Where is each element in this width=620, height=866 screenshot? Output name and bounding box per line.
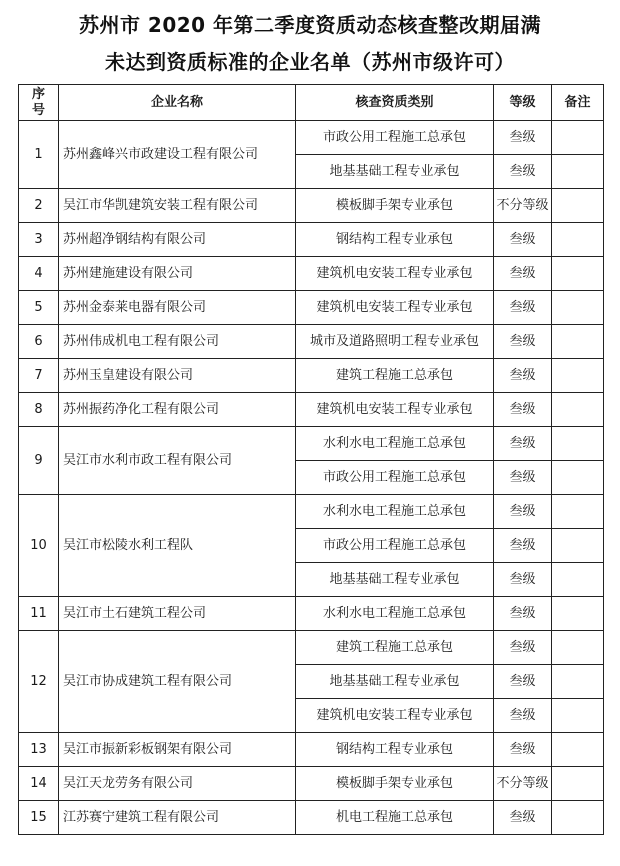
company-name: 江苏赛宁建筑工程有限公司: [59, 801, 296, 835]
qualification-level: 叁级: [494, 257, 552, 291]
header-category: 核查资质类别: [296, 85, 494, 121]
qualification-category: 建筑机电安装工程专业承包: [296, 291, 494, 325]
qualification-level: 叁级: [494, 291, 552, 325]
remark-cell: [552, 801, 604, 835]
qualification-category: 钢结构工程专业承包: [296, 733, 494, 767]
remark-cell: [552, 699, 604, 733]
qualification-category: 建筑工程施工总承包: [296, 359, 494, 393]
remark-cell: [552, 189, 604, 223]
remark-cell: [552, 767, 604, 801]
remark-cell: [552, 291, 604, 325]
row-number: 2: [19, 189, 59, 223]
title-line-2: 未达到资质标准的企业名单（苏州市级许可）: [105, 50, 515, 74]
remark-cell: [552, 223, 604, 257]
remark-cell: [552, 495, 604, 529]
table-row: [19, 393, 604, 427]
qualification-category: 城市及道路照明工程专业承包: [296, 325, 494, 359]
company-name: 吴江市土石建筑工程公司: [59, 597, 296, 631]
remark-cell: [552, 257, 604, 291]
remark-cell: [552, 393, 604, 427]
qualification-level: 叁级: [494, 631, 552, 665]
company-name: 苏州伟成机电工程有限公司: [59, 325, 296, 359]
company-name: 苏州金泰莱电器有限公司: [59, 291, 296, 325]
qualification-category: 地基基础工程专业承包: [296, 665, 494, 699]
remark-cell: [552, 597, 604, 631]
table-row: [19, 427, 604, 461]
row-number: 4: [19, 257, 59, 291]
qualification-category: 建筑机电安装工程专业承包: [296, 257, 494, 291]
qualification-category: 模板脚手架专业承包: [296, 189, 494, 223]
qualification-category: 建筑机电安装工程专业承包: [296, 393, 494, 427]
remark-cell: [552, 733, 604, 767]
row-number: 13: [19, 733, 59, 767]
remark-cell: [552, 359, 604, 393]
header-level: 等级: [494, 85, 552, 121]
table-row: [19, 631, 604, 665]
qualification-level: 叁级: [494, 801, 552, 835]
company-name: 吴江天龙劳务有限公司: [59, 767, 296, 801]
qualification-category: 建筑机电安装工程专业承包: [296, 699, 494, 733]
remark-cell: [552, 427, 604, 461]
qualification-level: 叁级: [494, 427, 552, 461]
qualification-level: 叁级: [494, 359, 552, 393]
table-body: [19, 121, 604, 835]
company-name: 吴江市松陵水利工程队: [59, 495, 296, 597]
row-number: 15: [19, 801, 59, 835]
table-row: [19, 223, 604, 257]
row-number: 14: [19, 767, 59, 801]
qualification-category: 水利水电工程施工总承包: [296, 427, 494, 461]
qualification-level: 叁级: [494, 495, 552, 529]
qualification-level: 叁级: [494, 665, 552, 699]
qualification-category: 水利水电工程施工总承包: [296, 495, 494, 529]
remark-cell: [552, 325, 604, 359]
qualification-level: 叁级: [494, 563, 552, 597]
qualification-category: 建筑工程施工总承包: [296, 631, 494, 665]
remark-cell: [552, 461, 604, 495]
qualification-category: 钢结构工程专业承包: [296, 223, 494, 257]
row-number: 8: [19, 393, 59, 427]
row-number: 11: [19, 597, 59, 631]
qualification-category: 水利水电工程施工总承包: [296, 597, 494, 631]
remark-cell: [552, 155, 604, 189]
qualification-level: 叁级: [494, 155, 552, 189]
qualification-category: 市政公用工程施工总承包: [296, 529, 494, 563]
qualification-level: 叁级: [494, 325, 552, 359]
row-number: 3: [19, 223, 59, 257]
company-name: 苏州玉皇建设有限公司: [59, 359, 296, 393]
qualification-level: 不分等级: [494, 767, 552, 801]
company-table: [18, 84, 604, 835]
table-row: [19, 189, 604, 223]
table-row: [19, 121, 604, 155]
row-number: 7: [19, 359, 59, 393]
remark-cell: [552, 563, 604, 597]
remark-cell: [552, 665, 604, 699]
company-name: 吴江市振新彩板钢架有限公司: [59, 733, 296, 767]
table-row: [19, 767, 604, 801]
row-number: 10: [19, 495, 59, 597]
header-name: 企业名称: [59, 85, 296, 121]
table-row: [19, 495, 604, 529]
remark-cell: [552, 121, 604, 155]
title-line-1: 苏州市 2020 年第二季度资质动态核查整改期届满: [78, 13, 542, 37]
qualification-category: 机电工程施工总承包: [296, 801, 494, 835]
qualification-category: 地基基础工程专业承包: [296, 563, 494, 597]
row-number: 12: [19, 631, 59, 733]
qualification-level: 叁级: [494, 597, 552, 631]
qualification-level: 不分等级: [494, 189, 552, 223]
qualification-level: 叁级: [494, 223, 552, 257]
table-row: [19, 257, 604, 291]
company-name: 苏州建施建设有限公司: [59, 257, 296, 291]
table-header-row: [19, 85, 604, 121]
company-name: 吴江市协成建筑工程有限公司: [59, 631, 296, 733]
qualification-level: 叁级: [494, 699, 552, 733]
row-number: 1: [19, 121, 59, 189]
table-row: [19, 291, 604, 325]
remark-cell: [552, 631, 604, 665]
qualification-level: 叁级: [494, 393, 552, 427]
qualification-category: 地基基础工程专业承包: [296, 155, 494, 189]
qualification-category: 市政公用工程施工总承包: [296, 121, 494, 155]
document-title: [0, 0, 620, 84]
qualification-category: 市政公用工程施工总承包: [296, 461, 494, 495]
table-row: [19, 597, 604, 631]
company-name: 苏州鑫峰兴市政建设工程有限公司: [59, 121, 296, 189]
remark-cell: [552, 529, 604, 563]
row-number: 9: [19, 427, 59, 495]
qualification-level: 叁级: [494, 733, 552, 767]
qualification-level: 叁级: [494, 461, 552, 495]
header-no: 序号: [19, 85, 59, 121]
company-name: 吴江市水利市政工程有限公司: [59, 427, 296, 495]
row-number: 6: [19, 325, 59, 359]
header-remark: 备注: [552, 85, 604, 121]
table-row: [19, 733, 604, 767]
company-name: 苏州振药净化工程有限公司: [59, 393, 296, 427]
company-name: 吴江市华凯建筑安装工程有限公司: [59, 189, 296, 223]
table-row: [19, 325, 604, 359]
qualification-category: 模板脚手架专业承包: [296, 767, 494, 801]
table-row: [19, 359, 604, 393]
table-row: [19, 801, 604, 835]
qualification-level: 叁级: [494, 529, 552, 563]
row-number: 5: [19, 291, 59, 325]
qualification-level: 叁级: [494, 121, 552, 155]
company-name: 苏州超净钢结构有限公司: [59, 223, 296, 257]
